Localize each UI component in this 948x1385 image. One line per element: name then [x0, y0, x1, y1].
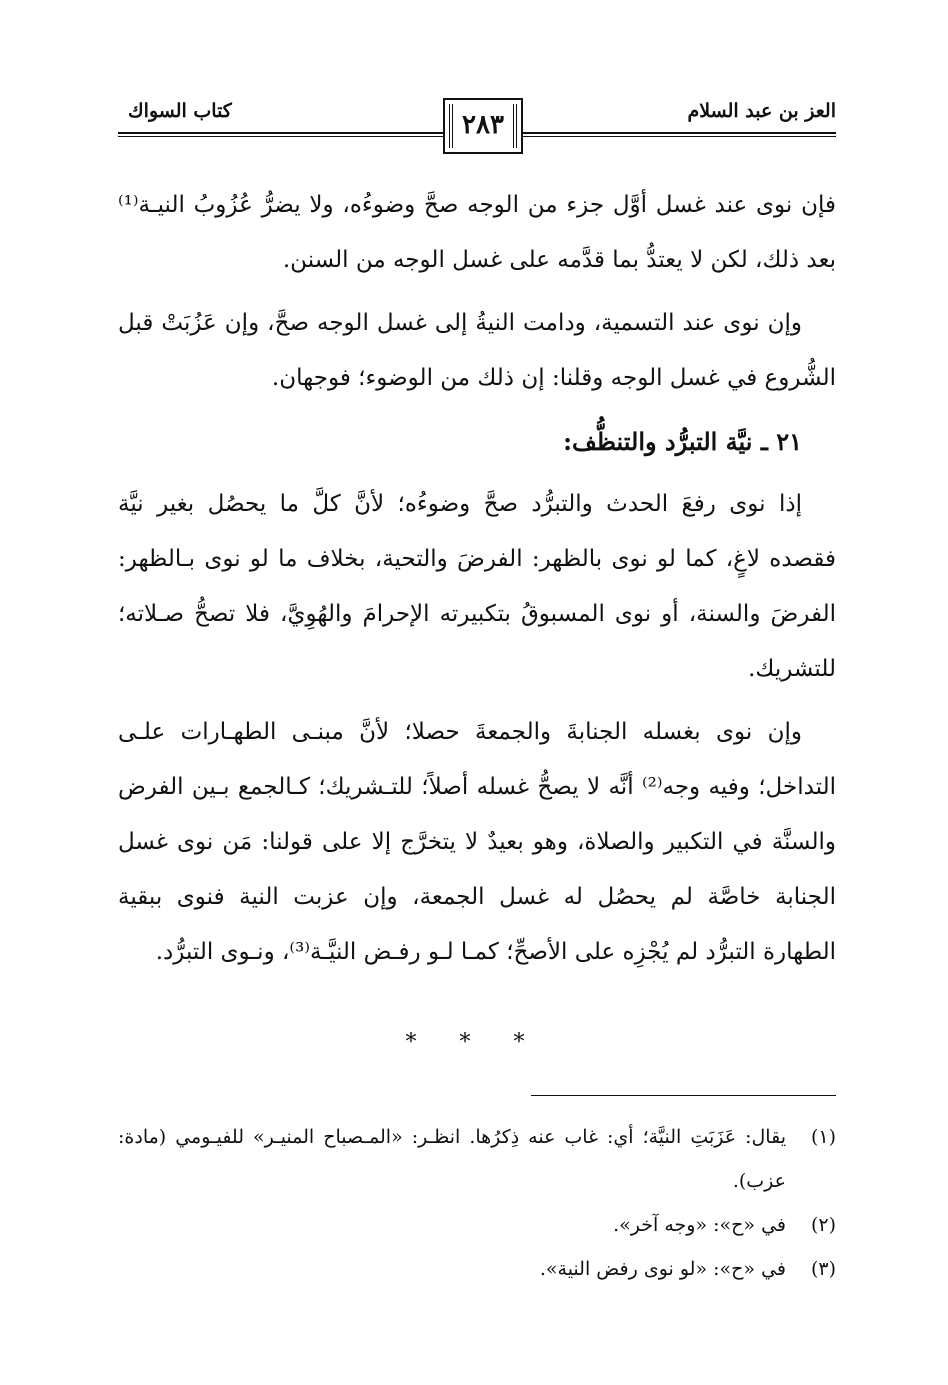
- paragraph-4: وإن نوى بغسله الجنابةَ والجمعةَ حصلا؛ لأنَّ مبنـى الطهـارات علـى التداخل؛ وفيه وجه⁽²⁾ أنَّه لا يصحُّ غسله أصلاً؛ للتـشريك؛ كـالجمع بـين الفرض والسنَّة في التكبير والصلاة، وهو بعيدٌ لا يتخرَّج إلا على قولنا: مَن نوى غسل الجنابة خاصَّة لم يحصُل له غسل الجمعة، وإن عزبت النية فنوى ببقية الطهارة التبرُّد لم يُجْزِه على الأصحِّ؛ كمـا لـو رفـض النيَّـة⁽³⁾، ونـوى التبرُّد.: [118, 719, 836, 965]
- footnote-number: (٢): [810, 1214, 836, 1236]
- section-separator: * * *: [405, 1030, 543, 1055]
- footnote-text: في «ح»: «لو نوى رفض النية».: [539, 1258, 786, 1280]
- main-text: [118, 178, 836, 988]
- running-header-title: كتاب السواك: [128, 100, 232, 122]
- footnote-number: (٣): [810, 1258, 836, 1280]
- footnotes: [118, 1115, 836, 1291]
- page-number: ٢٨٣: [462, 110, 504, 140]
- footnote: [118, 1247, 836, 1291]
- footnote: [118, 1203, 836, 1247]
- footnote-text: يقال: عَزَبَتِ النيَّة؛ أي: غاب عنه ذِكرُها. انظـر: «المـصباح المنيـر» للفيـومي (مادة: عزب).: [118, 1126, 786, 1192]
- footnote-rule: [531, 1095, 836, 1096]
- running-header-author: العز بن عبد السلام: [687, 100, 836, 122]
- footnote: [118, 1115, 836, 1203]
- footnote-text: في «ح»: «وجه آخر».: [613, 1214, 786, 1236]
- page-number-frame: [443, 98, 523, 154]
- section-heading: ٢١ ـ نيَّة التبرُّد والتنظُّف:: [563, 427, 802, 456]
- paragraph-3: إذا نوى رفعَ الحدث والتبرُّد صحَّ وضوءُه؛ لأنَّ كلَّ ما يحصُل بغير نيَّة فقصده لاغٍ، كما لو نوى بالظهر: الفرضَ والتحية، بخلاف ما لو نوى بـالظهر: الفرضَ والسنة، أو نوى المسبوقُ بتكبيرته الإحرامَ والهُوِيَّ، فلا تصحُّ صـلاته؛ للتشريك.: [118, 491, 836, 682]
- paragraph-1: فإن نوى عند غسل أوَّل جزء من الوجه صحَّ وضوءُه، ولا يضرُّ عُزُوبُ النيـة⁽¹⁾ بعد ذلك، لكن لا يعتدُّ بما قدَّمه على غسل الوجه من السنن.: [118, 192, 836, 273]
- paragraph-2: وإن نوى عند التسمية، ودامت النيةُ إلى غسل الوجه صحَّ، وإن عَزُبَتْ قبل الشُّروع في غسل الوجه وقلنا: إن ذلك من الوضوء؛ فوجهان.: [118, 310, 836, 391]
- footnote-number: (١): [810, 1126, 836, 1148]
